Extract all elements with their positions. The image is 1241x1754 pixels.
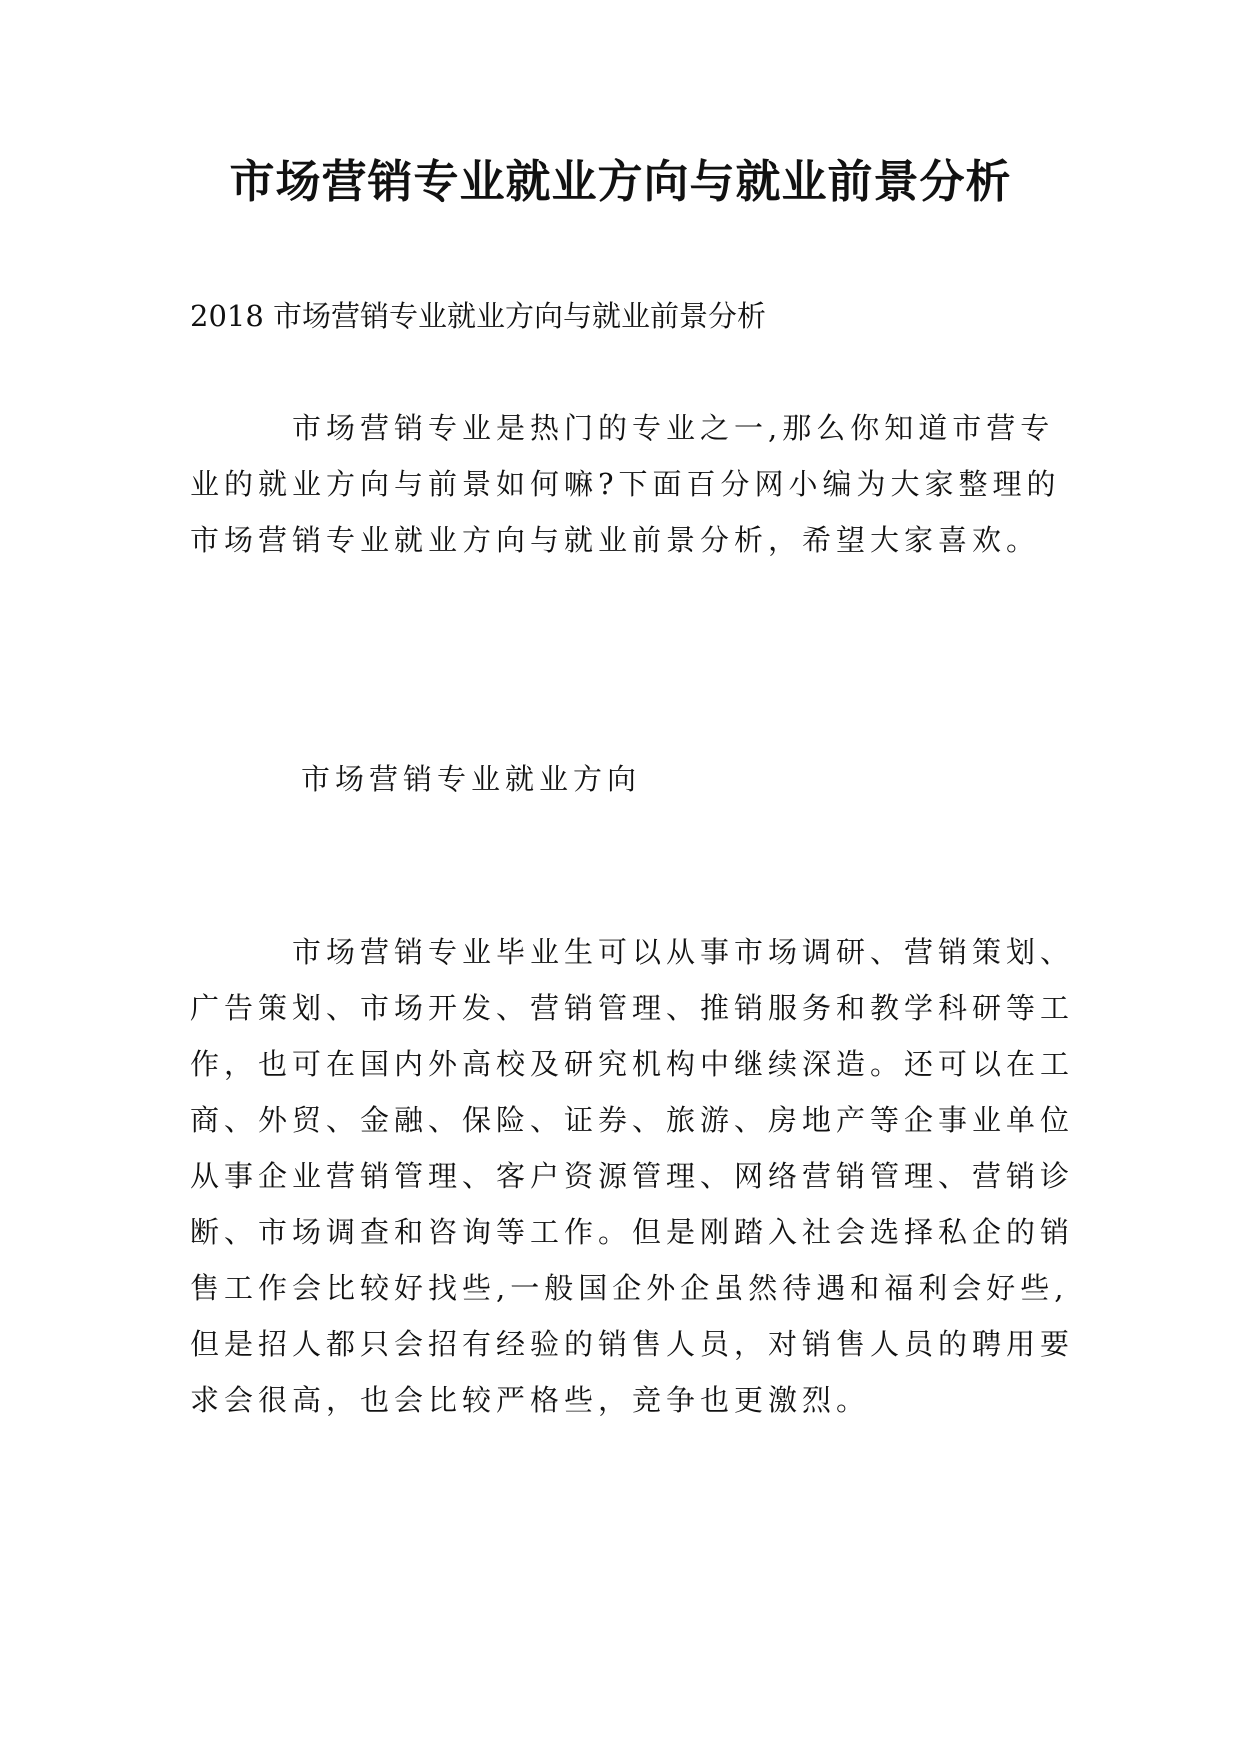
- paragraph-line: 求会很高，也会比较严格些，竞争也更激烈。: [190, 1383, 871, 1417]
- paragraph-line: 市场营销专业是热门的专业之一,那么你知道市营专: [190, 411, 1055, 445]
- paragraph-line: 作，也可在国内外高校及研究机构中继续深造。还可以在工: [190, 1047, 1075, 1081]
- paragraph-line: 从事企业营销管理、客户资源管理、网络营销管理、营销诊: [190, 1159, 1075, 1193]
- intro-paragraph: [190, 400, 1061, 568]
- paragraph-line: 业的就业方向与前景如何嘛?下面百分网小编为大家整理的: [190, 467, 1061, 501]
- paragraph-line: 广告策划、市场开发、营销管理、推销服务和教学科研等工: [190, 991, 1075, 1025]
- paragraph-line: 断、市场调查和咨询等工作。但是刚踏入社会选择私企的销: [190, 1215, 1075, 1249]
- paragraph-line: 市场营销专业就业方向与就业前景分析，希望大家喜欢。: [190, 523, 1041, 557]
- section-heading: 市场营销专业就业方向: [301, 762, 642, 796]
- paragraph-line: 售工作会比较好找些,一般国企外企虽然待遇和福利会好些,: [190, 1271, 1069, 1305]
- paragraph-line: 市场营销专业毕业生可以从事市场调研、营销策划、: [190, 935, 1075, 969]
- section-paragraph: [190, 924, 1074, 1428]
- document-subtitle: 2018 市场营销专业就业方向与就业前景分析: [190, 299, 767, 333]
- paragraph-line: 但是招人都只会招有经验的销售人员，对销售人员的聘用要: [190, 1327, 1075, 1361]
- document-title: 市场营销专业就业方向与就业前景分析: [229, 155, 1012, 208]
- paragraph-line: 商、外贸、金融、保险、证券、旅游、房地产等企事业单位: [190, 1103, 1075, 1137]
